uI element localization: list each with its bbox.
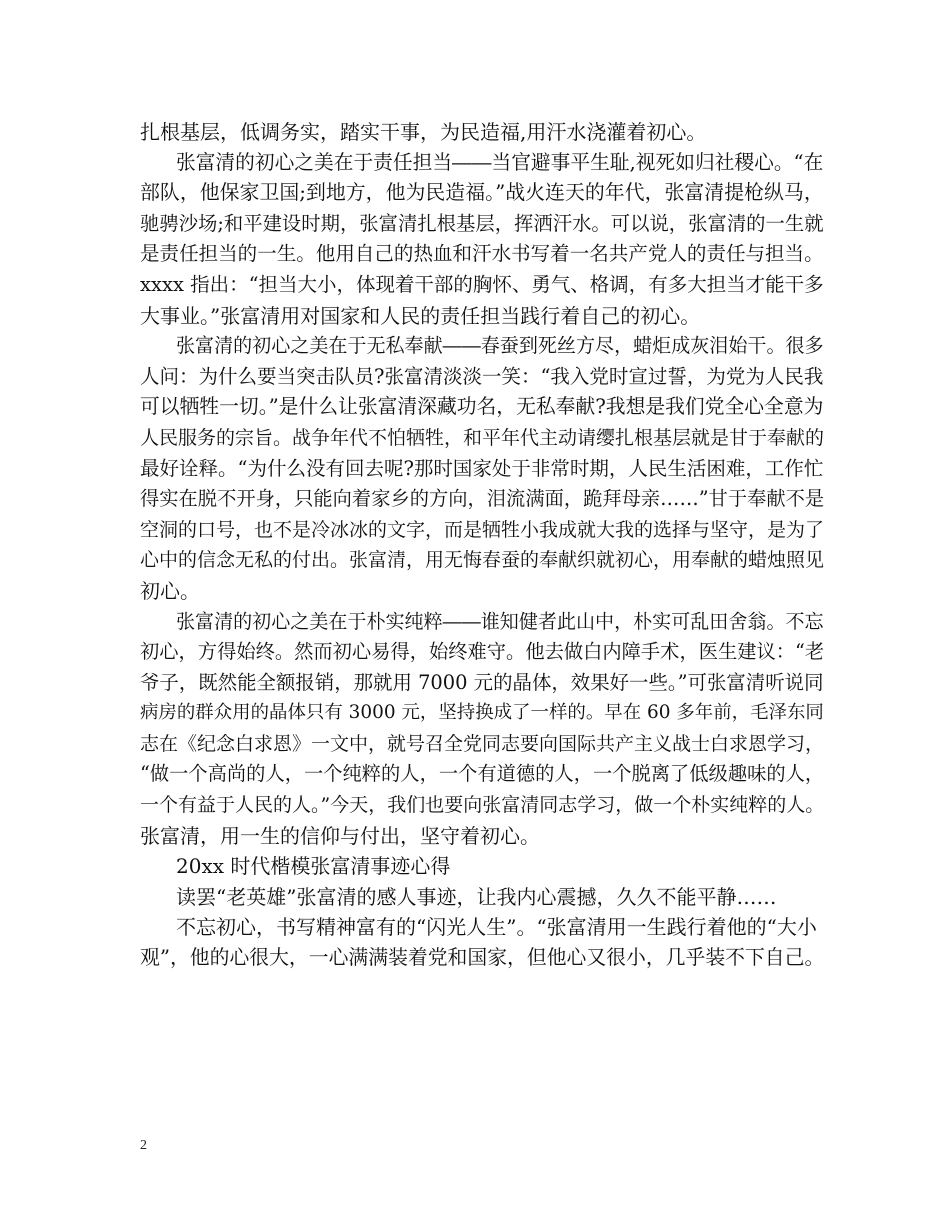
text-line: 观”，他的心很大，一心满满装着党和国家，但他心又很小，几乎装不下自己。 [140,946,825,970]
text-line: 读罢“老英雄”张富清的感人事迹，让我内心震撼，久久不能平静…… [176,884,777,909]
text-line: 张富清的初心之美在于朴实纯粹――谁知健者此山中，朴实可乱田舍翁。不忘 [176,610,824,633]
text-line: 扎根基层，低调务实，踏实干事，为民造福,用汗水浇灌着初心。 [140,120,707,144]
text-line: 初心。 [140,578,200,603]
text-line: 部队，他保家卫国;到地方，他为民造福。”战火连天的年代，张富清提枪纵马， [140,181,824,205]
document-body [140,117,824,974]
text-line: xxxx 指出：“担当大小，体现着干部的胸怀、勇气、格调，有多大担当才能干多 [140,272,824,296]
text-line: 驰骋沙场;和平建设时期，张富清扎根基层，挥洒汗水。可以说，张富清的一生就 [140,211,824,235]
text-line: 爷子，既然能全额报销，那就用 7000 元的晶体，效果好一些。”可张富清听说同 [140,670,824,694]
text-line: “做一个高尚的人，一个纯粹的人，一个有道德的人，一个脱离了低级趣味的人， [140,762,825,786]
text-line: 心中的信念无私的付出。张富清，用无悔春蚕的奉献织就初心，用奉献的蜡烛照见 [140,549,825,572]
text-line: 大事业。”张富清用对国家和人民的责任担当践行着自己的初心。 [140,303,701,328]
text-line: 不忘初心，书写精神富有的“闪光人生”。“张富清用一生践行着他的“大小 [176,915,817,940]
text-line: 张富清的初心之美在于无私奉献――春蚕到死丝方尽，蜡炬成灰泪始干。很多 [176,335,824,358]
text-line: 得实在脱不开身，只能向着家乡的方向，泪流满面，跪拜母亲……”甘于奉献不是 [140,487,825,511]
text-line: 20xx 时代楷模张富清事迹心得 [176,854,451,879]
text-line: 人问：为什么要当突击队员?张富清淡淡一笑：“我入党时宣过誓，为党为人民我 [140,364,824,388]
page-number: 2 [140,1138,147,1153]
text-line: 最好诠释。“为什么没有回去呢?那时国家处于非常时期，人民生活困难，工作忙 [140,456,824,480]
text-line: 是责任担当的一生。他用自己的热血和汗水书写着一名共产党人的责任与担当。 [140,242,824,266]
text-line: 志在《纪念白求恩》一文中，就号召全党同志要向国际共产主义战士白求恩学习， [140,732,825,755]
text-line: 初心，方得始终。然而初心易得，始终难守。他去做白内障手术，医生建议：“老 [140,640,825,664]
text-line: 张富清，用一生的信仰与付出，坚守着初心。 [140,823,540,848]
text-line: 人民服务的宗旨。战争年代不怕牺牲，和平年代主动请缨扎根基层就是甘于奉献的 [140,426,825,449]
text-line: 张富清的初心之美在于责任担当――当官避事平生耻,视死如归社稷心。“在 [176,150,824,174]
text-line: 病房的群众用的晶体只有 3000 元，坚持换成了一样的。早在 60 多年前，毛泽东同 [140,702,824,724]
text-line: 空洞的口号，也不是冷冰冰的文字，而是牺牲小我成就大我的选择与坚守，是为了 [140,518,825,541]
text-line: 一个有益于人民的人。”今天，我们也要向张富清同志学习，做一个朴实纯粹的人。 [140,794,825,817]
text-line: 可以牺牲一切。”是什么让张富清深藏功名，无私奉献?我想是我们党全心全意为 [140,395,824,419]
